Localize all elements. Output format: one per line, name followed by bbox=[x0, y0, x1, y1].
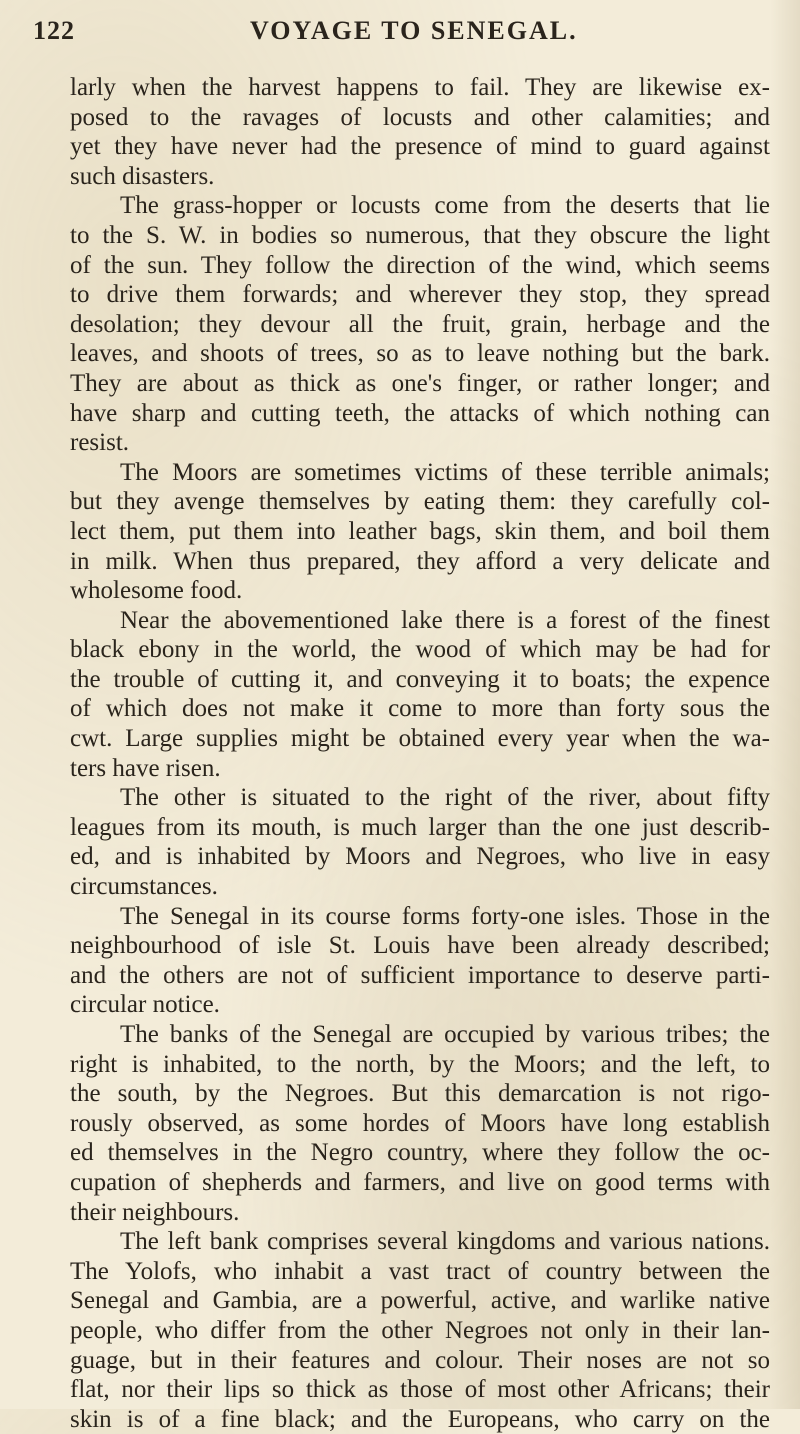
text-line: neighbourhood of isle St. Louis have been already described; bbox=[70, 932, 770, 960]
text-line: cupation of shepherds and farmers, and live on good terms with bbox=[70, 1168, 770, 1196]
text-line: but they avenge themselves by eating them: they carefully col- bbox=[70, 488, 770, 516]
paragraph-start-line: Near the abovementioned lake there is a forest of the finest bbox=[120, 606, 770, 634]
text-line: leaves, and shoots of trees, so as to leave nothing but the bark. bbox=[70, 340, 770, 368]
text-line: rously observed, as some hordes of Moors have long establish bbox=[70, 1109, 770, 1137]
paragraph-start-line: The Moors are sometimes victims of these terrible animals; bbox=[120, 458, 770, 486]
text-line: desolation; they devour all the fruit, grain, herbage and the bbox=[70, 310, 770, 338]
text-line: and the others are not of sufficient importance to deserve parti- bbox=[70, 961, 770, 989]
text-line: larly when the harvest happens to fail. They are likewise ex- bbox=[70, 74, 770, 101]
text-line: skin is of a fine black; and the Europeans, who carry on the bbox=[70, 1405, 770, 1433]
body-text bbox=[70, 73, 770, 1434]
text-line: their neighbours. bbox=[70, 1198, 240, 1226]
text-line: resist. bbox=[70, 429, 130, 457]
text-line: wholesome food. bbox=[70, 577, 243, 605]
paragraph-start-line: The Senegal in its course forms forty-one isles. Those in the bbox=[120, 902, 770, 930]
text-line: ters have risen. bbox=[70, 754, 221, 782]
text-line: the south, by the Negroes. But this demarcation is not rigo- bbox=[70, 1080, 770, 1108]
text-line: lect them, put them into leather bags, skin them, and boil them bbox=[70, 517, 770, 545]
text-line: such disasters. bbox=[70, 162, 215, 190]
text-line: black ebony in the world, the wood of which may be had for bbox=[70, 636, 770, 664]
paragraph-start-line: The banks of the Senegal are occupied by various tribes; the bbox=[120, 1021, 770, 1048]
running-head bbox=[33, 16, 685, 56]
text-line: yet they have never had the presence of mind to guard against bbox=[70, 133, 770, 161]
text-line: flat, nor their lips so thick as those of most other Africans; their bbox=[70, 1376, 770, 1404]
text-line: of the sun. They follow the direction of the wind, which seems bbox=[70, 251, 770, 279]
text-line: of which does not make it come to more than forty sous the bbox=[70, 695, 770, 723]
text-line: cwt. Large supplies might be obtained every year when the wa- bbox=[70, 725, 770, 753]
paragraph-start-line: The left bank comprises several kingdoms and various nations. bbox=[120, 1228, 770, 1256]
running-title: VOYAGE TO SENEGAL. bbox=[250, 16, 578, 45]
text-line: Senegal and Gambia, are a powerful, active, and warlike native bbox=[70, 1287, 770, 1315]
paragraph-start-line: The grass-hopper or locusts come from the deserts that lie bbox=[120, 192, 770, 220]
text-line: the trouble of cutting it, and conveying it to boats; the expence bbox=[70, 665, 770, 693]
text-line: leagues from its mouth, is much larger than the one just describ- bbox=[70, 813, 770, 841]
text-line: to drive them forwards; and wherever they stop, they spread bbox=[70, 281, 770, 309]
text-line: people, who differ from the other Negroes not only in their lan- bbox=[70, 1316, 770, 1344]
page-number: 122 bbox=[33, 16, 75, 45]
text-line: The Yolofs, who inhabit a vast tract of country between the bbox=[70, 1257, 770, 1285]
text-line: circumstances. bbox=[70, 873, 218, 901]
text-line: guage, but in their features and colour. Their noses are not so bbox=[70, 1346, 770, 1374]
text-line: ed themselves in the Negro country, where they follow the oc- bbox=[70, 1139, 770, 1167]
paragraph-start-line: The other is situated to the right of the river, about fifty bbox=[120, 784, 770, 812]
text-line: ed, and is inhabited by Moors and Negroes, who live in easy bbox=[70, 843, 770, 871]
text-line: right is inhabited, to the north, by the Moors; and the left, to bbox=[70, 1050, 770, 1078]
text-line: posed to the ravages of locusts and other calamities; and bbox=[70, 103, 770, 131]
page-edge-shadow bbox=[770, 0, 800, 1409]
text-line: circular notice. bbox=[70, 991, 220, 1019]
text-line: to the S. W. in bodies so numerous, that they obscure the light bbox=[70, 221, 770, 249]
text-line: have sharp and cutting teeth, the attacks of which nothing can bbox=[70, 399, 770, 427]
text-line: in milk. When thus prepared, they afford a very delicate and bbox=[70, 547, 770, 575]
text-line: They are about as thick as one's finger, or rather longer; and bbox=[70, 369, 770, 397]
